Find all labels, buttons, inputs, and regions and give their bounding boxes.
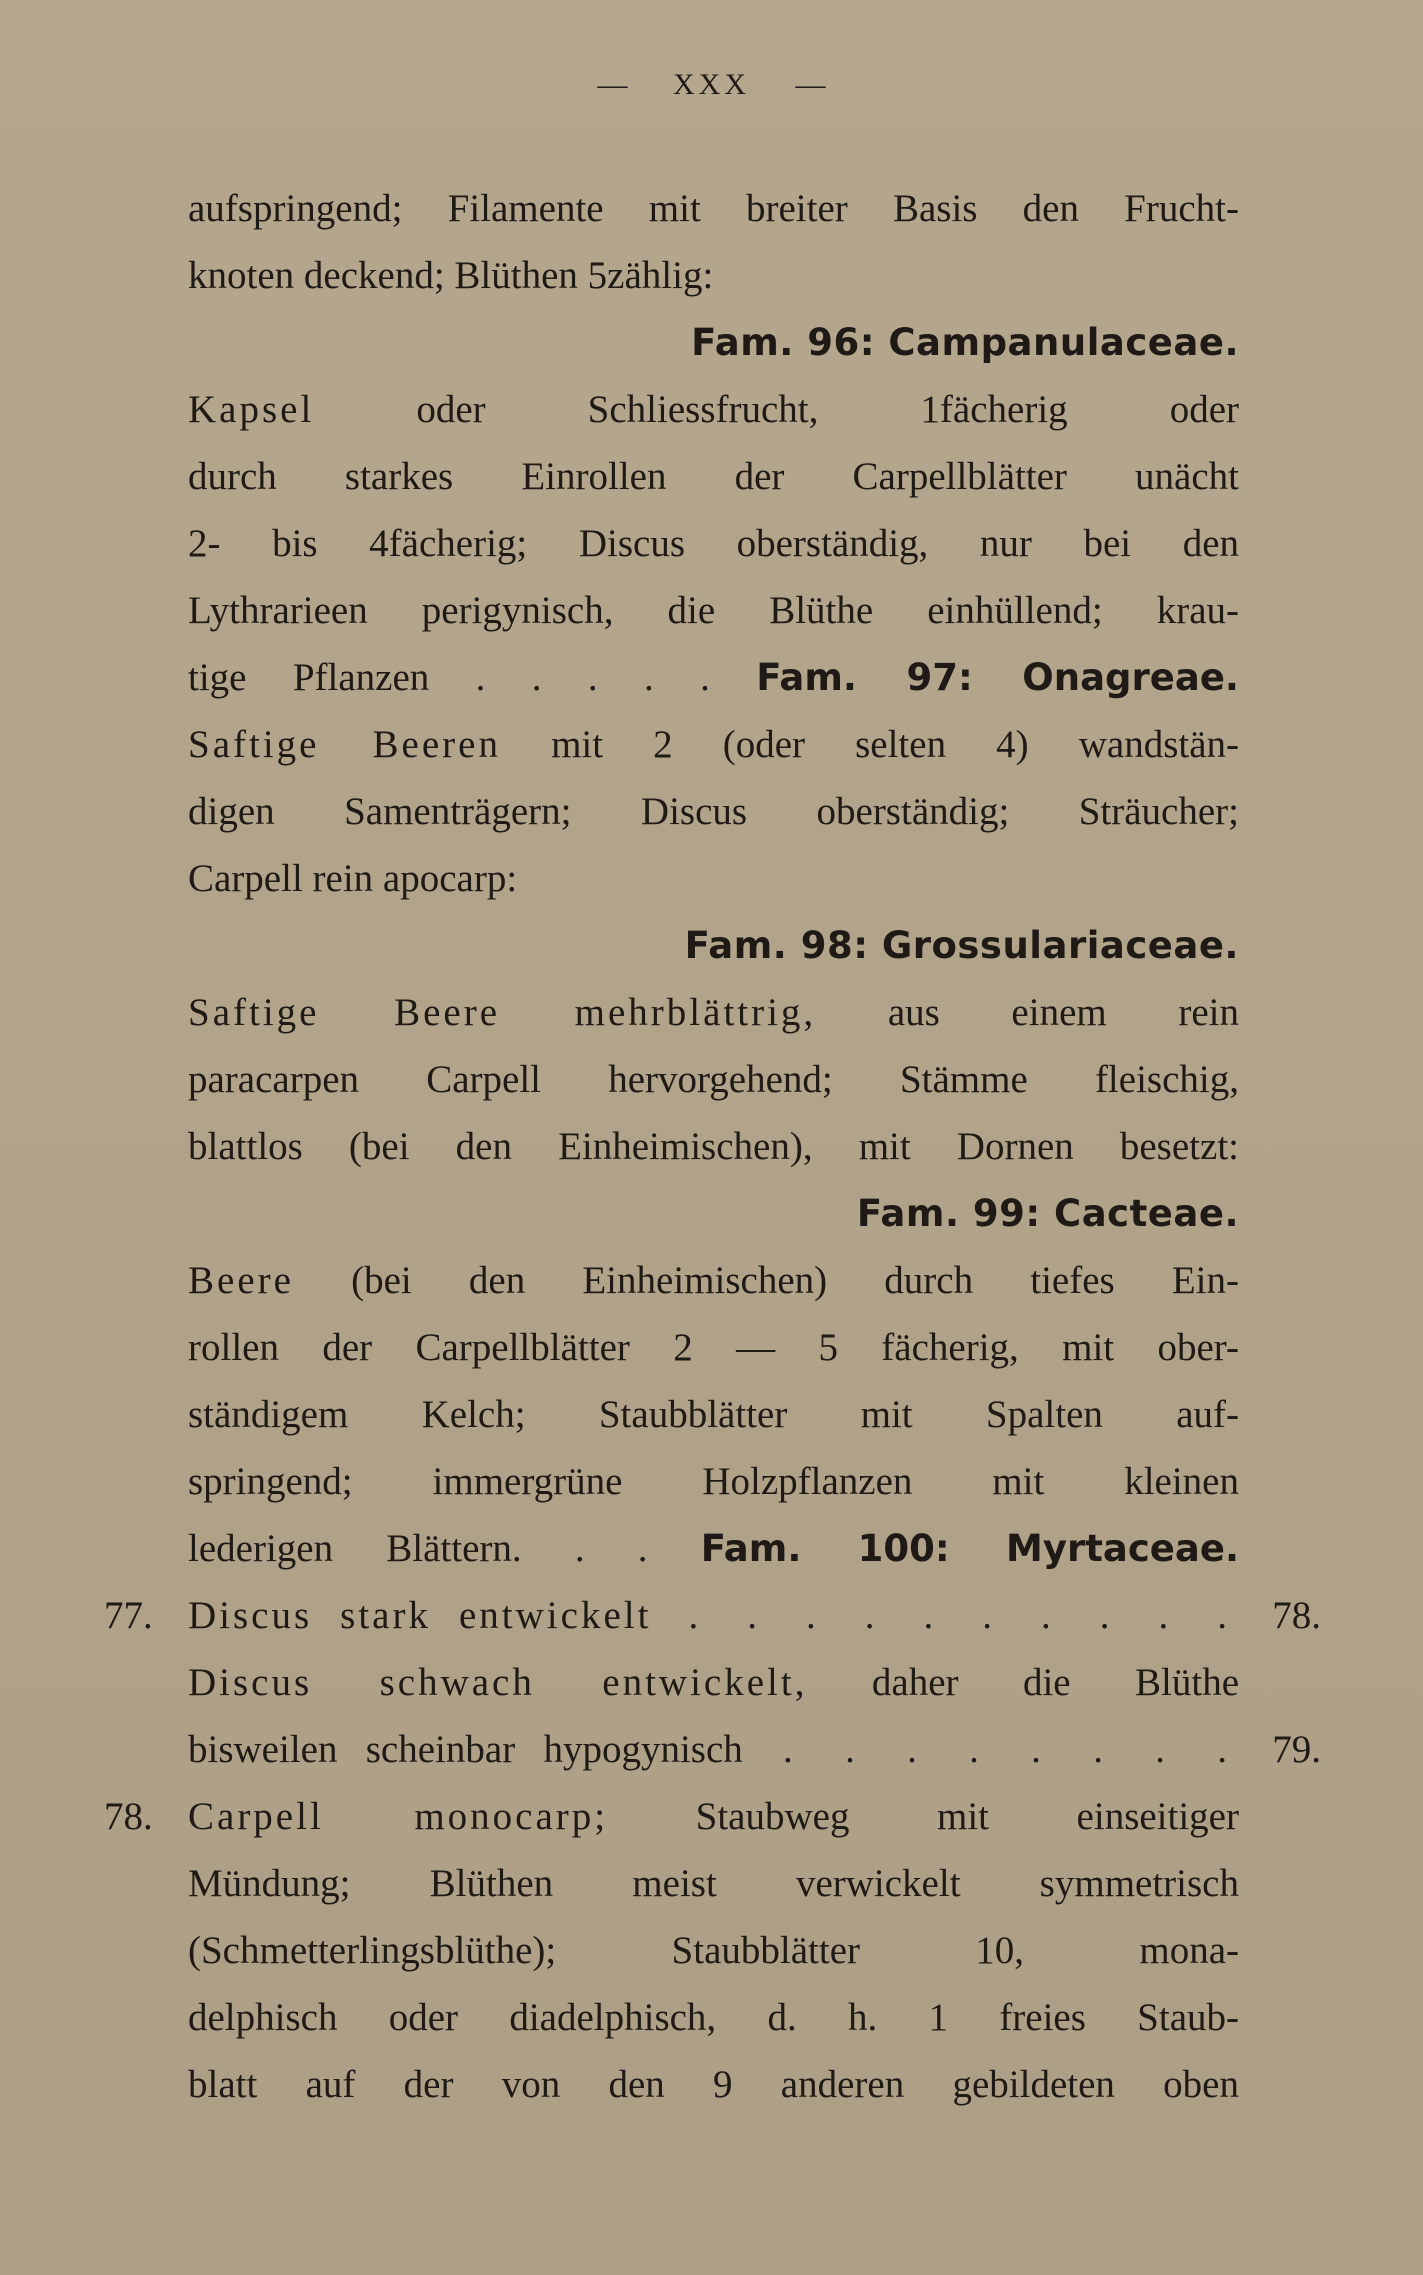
family-heading xyxy=(188,1180,1239,1247)
key-reference: 78. xyxy=(1272,1594,1321,1637)
line-text: Carpell rein apocarp: xyxy=(188,857,518,900)
line-text: oder Schliessfrucht, 1fächerig oder xyxy=(314,388,1239,431)
text-line xyxy=(188,1314,1239,1381)
line-text: tige Pflanzen . . . . . xyxy=(188,656,710,699)
line-text: daher die Blüthe xyxy=(807,1661,1240,1704)
text-line xyxy=(188,1917,1239,1984)
line-text: Mündung; Blüthen meist verwickelt symmetrisch xyxy=(188,1862,1239,1905)
line-text: rollen der Carpellblätter 2 — 5 fächerig, mit ober- xyxy=(188,1326,1239,1369)
leader-dots: . . . . . . . . xyxy=(742,1728,1239,1771)
key-entry xyxy=(104,1582,1321,1649)
text-line xyxy=(188,1247,1239,1314)
line-text: durch starkes Einrollen der Carpellblätter unächt xyxy=(188,455,1239,498)
family-name: Fam. 96: Campanulaceae. xyxy=(691,321,1239,364)
header-dash-left: — xyxy=(597,68,628,101)
key-number: 78. xyxy=(104,1795,153,1838)
key-number: 77. xyxy=(104,1594,153,1637)
line-text: 2- bis 4fächerig; Discus oberständig, nur bei den xyxy=(188,522,1239,565)
text-line xyxy=(188,510,1239,577)
line-text: delphisch oder diadelphisch, d. h. 1 freies Staub- xyxy=(188,1996,1239,2039)
body-text xyxy=(104,175,1321,2118)
text-line xyxy=(188,376,1239,443)
line-lead: Discus schwach entwickelt, xyxy=(188,1661,808,1704)
page-number: XXX xyxy=(673,68,750,101)
family-name: Fam. 100: Myrtaceae. xyxy=(700,1527,1240,1570)
family-name: Fam. 98: Grossulariaceae. xyxy=(684,924,1239,967)
text-line xyxy=(188,2051,1239,2118)
line-text: ständigem Kelch; Staubblätter mit Spalten auf- xyxy=(188,1393,1239,1436)
line-text: knoten deckend; Blüthen 5zählig: xyxy=(188,254,714,297)
line-lead: Saftige Beere mehrblättrig, xyxy=(188,991,817,1034)
text-line xyxy=(188,845,1239,912)
family-heading xyxy=(188,309,1239,376)
line-text: (Schmetterlingsblüthe); Staubblätter 10, mona- xyxy=(188,1929,1239,1972)
line-text: (bei den Einheimischen) durch tiefes Ein- xyxy=(293,1259,1239,1302)
line-text: aufspringend; Filamente mit breiter Basis den Frucht- xyxy=(188,187,1239,230)
key-reference: 79. xyxy=(1272,1728,1321,1771)
text-line xyxy=(188,1984,1239,2051)
text-line xyxy=(188,644,1239,711)
line-lead: Kapsel xyxy=(188,388,315,431)
text-line xyxy=(188,242,1239,309)
line-text: aus einem rein xyxy=(816,991,1239,1034)
line-lead: Saftige Beeren xyxy=(188,723,501,766)
line-text: mit 2 (oder selten 4) wandstän- xyxy=(500,723,1239,766)
text-line xyxy=(188,577,1239,644)
text-line xyxy=(188,1850,1239,1917)
text-line xyxy=(188,711,1239,778)
text-line xyxy=(188,1716,1321,1783)
header-dash-right: — xyxy=(795,68,826,101)
page-header xyxy=(0,68,1423,102)
line-text: digen Samenträgern; Discus oberständig; Sträucher; xyxy=(188,790,1239,833)
text-line xyxy=(188,1046,1239,1113)
line-text: Staubweg mit einseitiger xyxy=(608,1795,1239,1838)
text-line xyxy=(188,1649,1239,1716)
text-line xyxy=(188,1113,1239,1180)
line-text: Lythrarieen perigynisch, die Blüthe einhüllend; krau- xyxy=(188,589,1239,632)
text-line xyxy=(188,1515,1239,1582)
family-name: Fam. 97: Onagreae. xyxy=(756,656,1239,699)
line-lead: Beere xyxy=(188,1259,294,1302)
text-line xyxy=(188,175,1239,242)
line-text: bisweilen scheinbar hypogynisch xyxy=(188,1728,743,1771)
text-line xyxy=(188,443,1239,510)
text-line xyxy=(188,1381,1239,1448)
family-heading xyxy=(188,912,1239,979)
line-text: paracarpen Carpell hervorgehend; Stämme fleischig, xyxy=(188,1058,1239,1101)
line-lead: Discus stark entwickelt xyxy=(188,1594,652,1637)
family-name: Fam. 99: Cacteae. xyxy=(856,1192,1239,1235)
text-line xyxy=(188,1448,1239,1515)
key-entry xyxy=(104,1783,1239,1850)
line-text: blattlos (bei den Einheimischen), mit Dornen besetzt: xyxy=(188,1125,1239,1168)
line-text: springend; immergrüne Holzpflanzen mit kleinen xyxy=(188,1460,1239,1503)
leader-dots: . . . . . . . . . . xyxy=(651,1594,1240,1637)
line-lead: Carpell monocarp; xyxy=(188,1795,609,1838)
line-text: blatt auf der von den 9 anderen gebildeten oben xyxy=(188,2063,1239,2106)
text-line xyxy=(188,979,1239,1046)
text-line xyxy=(188,778,1239,845)
line-text: lederigen Blättern. . . xyxy=(188,1527,648,1570)
